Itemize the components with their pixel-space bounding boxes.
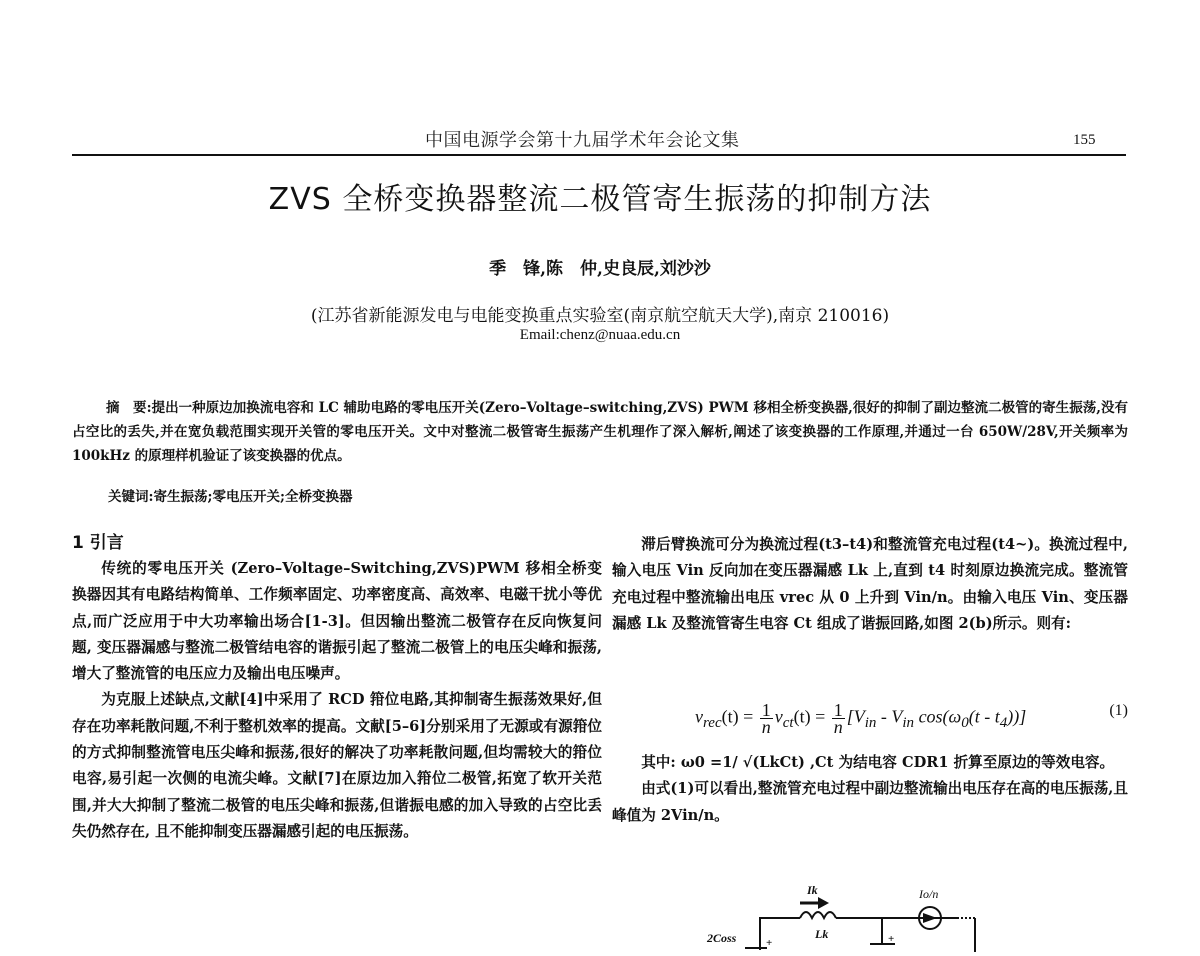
paragraph: 滞后臂换流可分为换流过程(t3–t4)和整流管充电过程(t4~)。换流过程中,输入电压 Vin 反向加在变压器漏感 Lk 上,直到 t4 时刻原边换流完成。整流管充电过程中整流输出电压 vrec 从 0 上升到 Vin/n。由输入电压 Vin、变压器漏感 Lk 及整流管寄生电容 Ct 组成了谐振回路,如图 2(b)所示。则有: bbox=[612, 536, 1128, 632]
equation-body: $v_{rec}(t)$ = $\frac{1}{n}$ $v_{ct}(t)$ = $\frac{1}{n}$ [$V_{in} - V_{in}$ $\cos(\omega_0(t - t_4))$] bbox=[695, 700, 1027, 737]
header-rule bbox=[72, 154, 1126, 156]
svg-text:+: + bbox=[766, 937, 773, 949]
keywords-label: 关键词: bbox=[108, 489, 154, 505]
keywords bbox=[108, 485, 352, 505]
fraction: $\frac{1}{n}$ bbox=[761, 700, 771, 737]
running-head: 中国电源学会第十九届学术年会论文集 bbox=[425, 130, 740, 151]
right-column-continued bbox=[612, 750, 1128, 829]
svg-text:Lk: Lk bbox=[815, 927, 829, 941]
svg-text:2Coss: 2Coss bbox=[707, 931, 737, 945]
equation-number: (1) bbox=[1109, 702, 1128, 719]
section-heading-intro: 1 引言 bbox=[72, 533, 124, 553]
circuit-schematic-icon bbox=[705, 880, 1005, 952]
paper-affiliation: (江苏省新能源发电与电能变换重点实验室(南京航空航天大学),南京 210016) bbox=[310, 306, 890, 326]
paper-authors: 季 锋,陈 仲,史良辰,刘沙沙 bbox=[489, 259, 711, 279]
page-number: 155 bbox=[1073, 132, 1096, 148]
abstract-label: 摘 要: bbox=[106, 400, 152, 416]
circuit-diagram bbox=[705, 880, 1005, 952]
paragraph: 为克服上述缺点,文献[4]中采用了 RCD 箝位电路,其抑制寄生振荡效果好,但存在功率耗散问题,不利于整机效率的提高。文献[5–6]分别采用了无源或有源箝位的方式抑制整流管电压尖峰和振荡,很好的解决了功率耗散问题,但均需较大的箝位电容,易引起一次侧的电流尖峰。文献[7]在原边加入箝位二极管,拓宽了软开关范围,并大大抑制了整流二极管的电压尖峰和振荡,但谐振电感的加入导致的占空比丢失仍然存在, 且不能抑制变压器漏感引起的电压振荡。 bbox=[72, 691, 602, 840]
equation-1 bbox=[612, 698, 1128, 738]
abstract bbox=[72, 396, 1128, 468]
paragraph: 由式(1)可以看出,整流管充电过程中副边整流输出电压存在高的电压振荡,且峰值为 2Vin/n。 bbox=[612, 780, 1128, 824]
left-column bbox=[72, 530, 602, 845]
svg-text:+: + bbox=[888, 933, 895, 945]
right-column bbox=[612, 532, 1128, 637]
paper-title: ZVS 全桥变换器整流二极管寄生振荡的抑制方法 bbox=[268, 182, 932, 217]
svg-text:Io/n: Io/n bbox=[919, 887, 939, 901]
keywords-text: 寄生振荡;零电压开关;全桥变换器 bbox=[153, 489, 353, 505]
paper-email: Email:chenz@nuaa.edu.cn bbox=[519, 327, 681, 343]
svg-text:Ik: Ik bbox=[807, 883, 818, 897]
abstract-text: 提出一种原边加换流电容和 LC 辅助电路的零电压开关(Zero–Voltage–switching,ZVS) PWM 移相全桥变换器,很好的抑制了副边整流二极管的寄生振荡,没有占空比的丢失,并在宽负载范围实现开关管的零电压开关。文中对整流二极管寄生振荡产生机理作了深入解析,阐述了该变换器的工作原理,并通过一台 650W/28V,开关频率为 100kHz 的原理样机验证了该变换器的优点。 bbox=[72, 400, 1128, 464]
paragraph: 传统的零电压开关 (Zero–Voltage–Switching,ZVS)PWM 移相全桥变换器因其有电路结构简单、工作频率固定、功率密度高、高效率、电磁干扰小等优点,而广泛应用于中大功率输出场合[1-3]。但因输出整流二极管存在反向恢复问题, 变压器漏感与整流二极管结电容的谐振引起了整流二极管上的电压尖峰和振荡, 增大了整流管的电压应力及输出电压噪声。 bbox=[72, 560, 602, 683]
paragraph: 其中: ω0 =1/ √(LkCt) ,Ct 为结电容 CDR1 折算至原边的等效电容。 bbox=[641, 754, 1115, 771]
fraction: $\frac{1}{n}$ bbox=[833, 700, 843, 737]
